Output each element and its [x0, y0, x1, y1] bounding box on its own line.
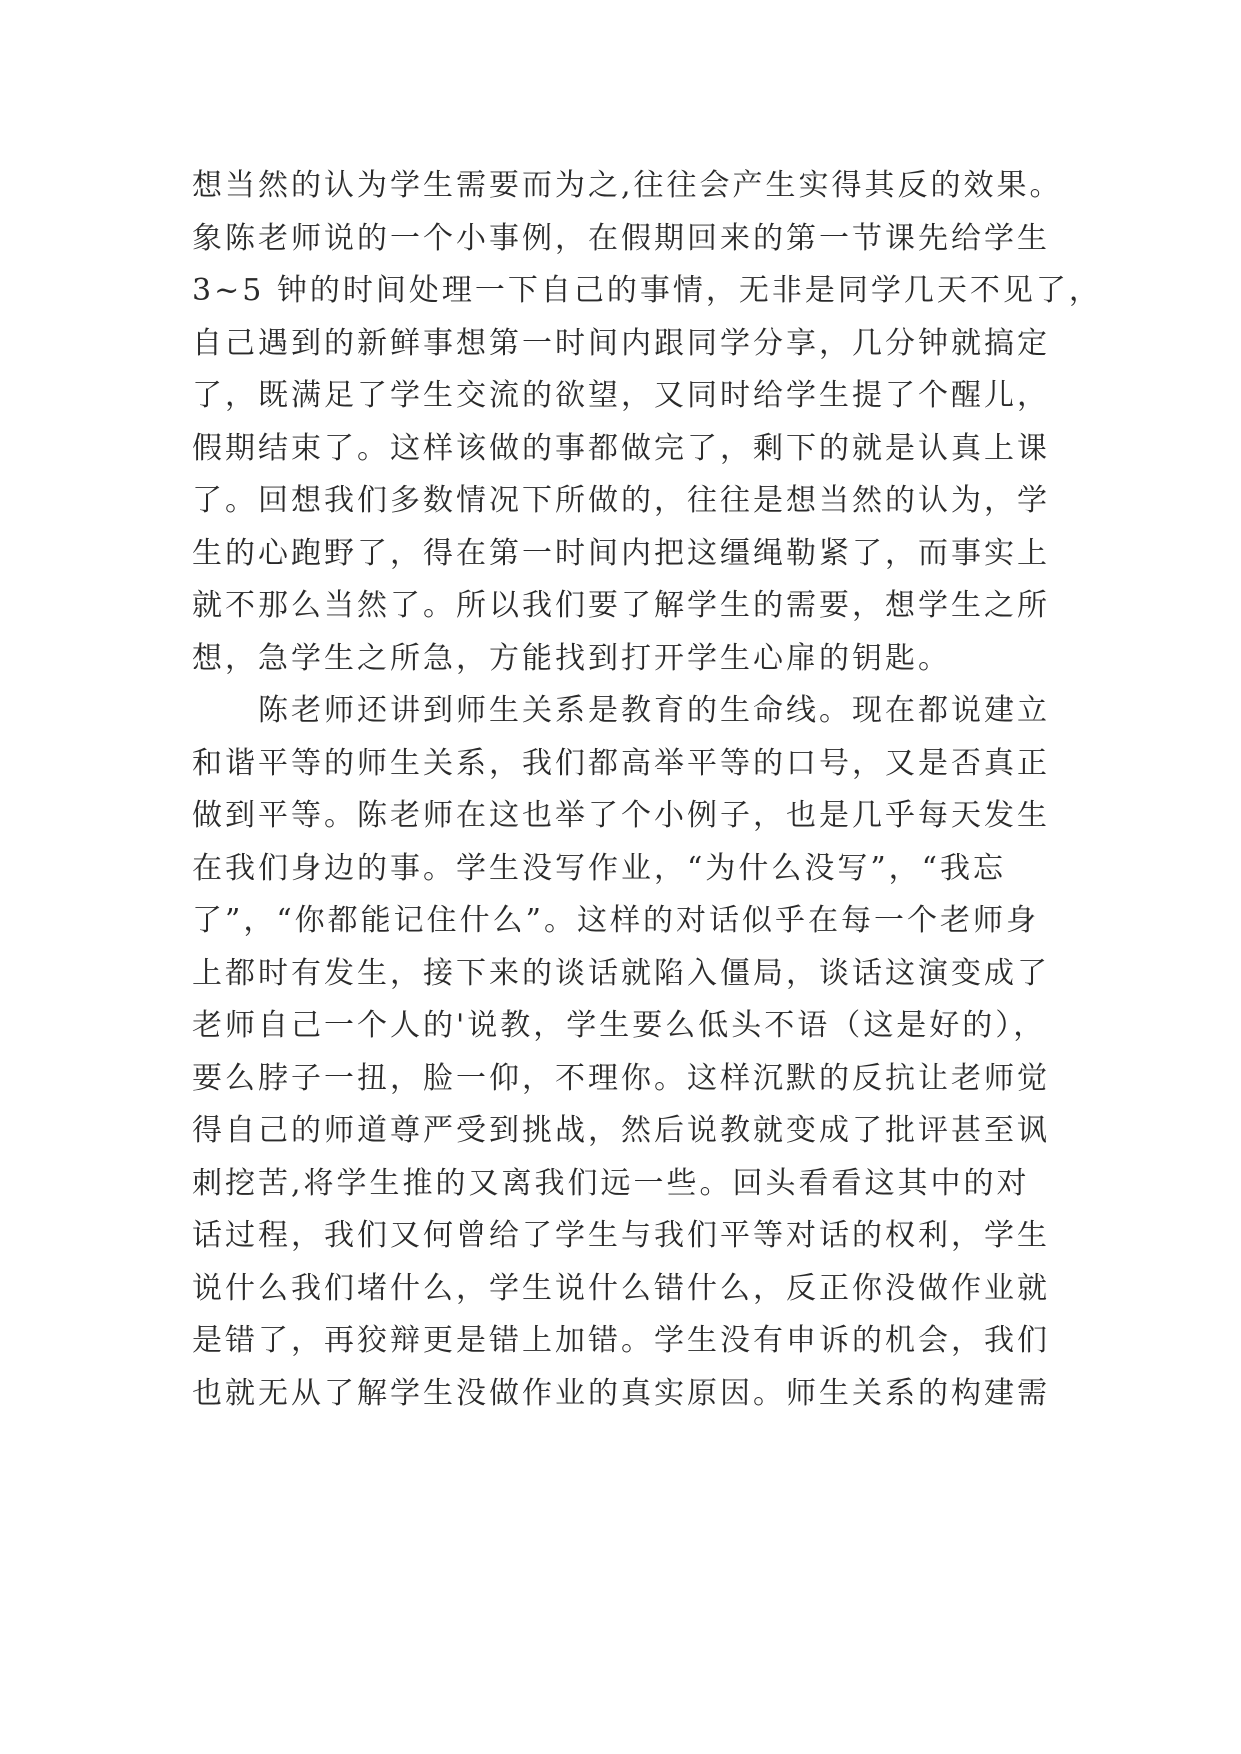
text-line: 和谐平等的师生关系，我们都高举平等的口号，又是否真正	[192, 745, 1050, 781]
text-line: 在我们身边的事。学生没写作业，“为什么没写”，“我忘	[192, 850, 1007, 886]
text-line: 了。回想我们多数情况下所做的，往往是想当然的认为，学	[192, 483, 1050, 518]
paragraph-start-line: 陈老师还讲到师生关系是教育的生命线。现在都说建立	[192, 693, 1050, 728]
text-line: 3~5 钟的时间处理一下自己的事情，无非是同学几天不见了，	[192, 273, 1102, 308]
text-line: 要么脖子一扭，脸一仰，不理你。这样沉默的反抗让老师觉	[192, 1060, 1050, 1096]
text-line: 就不那么当然了。所以我们要了解学生的需要，想学生之所	[192, 588, 1050, 623]
text-line: 话过程，我们又何曾给了学生与我们平等对话的权利，学生	[192, 1218, 1050, 1253]
text-line: 想，急学生之所急，方能找到打开学生心扉的钥匙。	[192, 640, 951, 676]
text-line: 刺挖苦,将学生推的又离我们远一些。回头看看这其中的对	[192, 1165, 1030, 1201]
text-line: 老师自己一个人的'说教，学生要么低头不语（这是好的），	[192, 1008, 1047, 1043]
text-line: 假期结束了。这样该做的事都做完了，剩下的就是认真上课	[192, 430, 1050, 466]
text-line: 说什么我们堵什么，学生说什么错什么，反正你没做作业就	[192, 1270, 1050, 1306]
text-line: 想当然的认为学生需要而为之,往往会产生实得其反的效果。	[192, 168, 1063, 203]
text-line: 做到平等。陈老师在这也举了个小例子，也是几乎每天发生	[192, 798, 1050, 833]
text-line: 生的心跑野了，得在第一时间内把这缰绳勒紧了，而事实上	[192, 535, 1050, 571]
text-line: 得自己的师道尊严受到挑战，然后说教就变成了批评甚至讽	[192, 1113, 1050, 1148]
text-line: 象陈老师说的一个小事例，在假期回来的第一节课先给学生	[192, 220, 1050, 256]
text-line: 上都时有发生，接下来的谈话就陷入僵局，谈话这演变成了	[192, 955, 1050, 991]
body-text	[192, 160, 1102, 1420]
text-line: 自己遇到的新鲜事想第一时间内跟同学分享，几分钟就搞定	[192, 325, 1050, 361]
text-line: 也就无从了解学生没做作业的真实原因。师生关系的构建需	[192, 1375, 1050, 1411]
text-line: 是错了，再狡辩更是错上加错。学生没有申诉的机会，我们	[192, 1323, 1050, 1358]
text-line: 了，既满足了学生交流的欲望，又同时给学生提了个醒儿，	[192, 378, 1050, 413]
text-line: 了”，“你都能记住什么”。这样的对话似乎在每一个老师身	[192, 903, 1040, 938]
